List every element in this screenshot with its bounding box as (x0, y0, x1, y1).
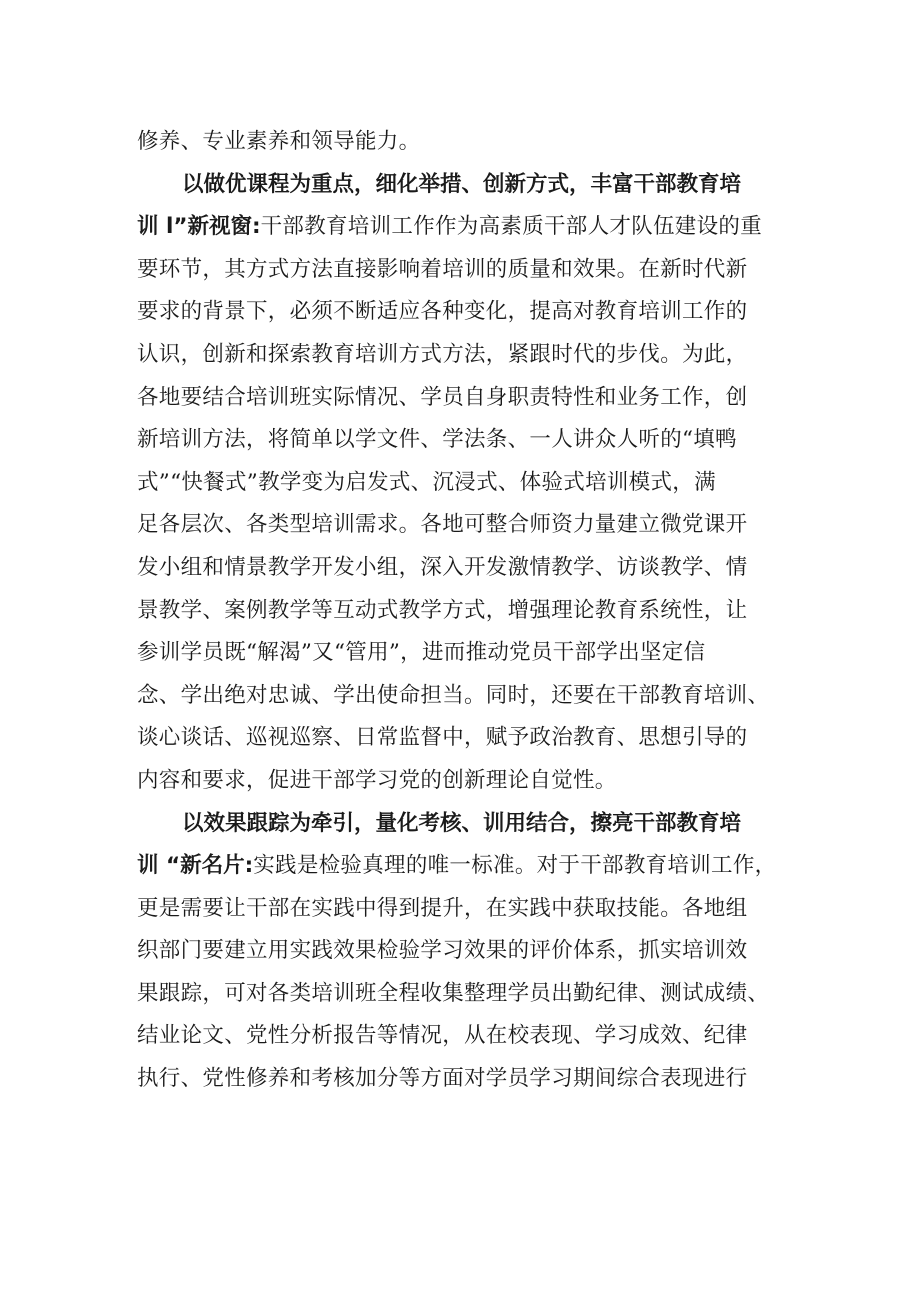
text-line: 修养、专业素养和领导能力。 (137, 129, 421, 154)
section-heading-end: 训 l”新视窗: (137, 214, 261, 240)
text-line: 发小组和情景教学开发小组，深入开发激情教学、访谈教学、情 (137, 554, 748, 580)
text-line (137, 845, 792, 888)
document-body (137, 121, 792, 1101)
text-line: 内容和要求，促进干部学习党的创新理论自觉性。 (137, 767, 617, 793)
text-line: 执行、党性修养和考核加分等方面对学员学习期间综合表现进行 (137, 1066, 748, 1092)
text-line: 结业论文、党性分析报告等情况，从在校表现、学习成效、纪律 (137, 1023, 748, 1049)
text-line: 谈心谈话、巡视巡察、日常监督中，赋予政治教育、思想引导的 (137, 725, 748, 751)
paragraph-3 (137, 803, 792, 1101)
section-heading-end: 训 “新名片: (137, 853, 254, 879)
text-line: 织部门要建立用实践效果检验学习效果的评价体系，抓实培训效 (137, 938, 748, 964)
text-line: 参训学员既“解渴”又“管用”，进而推动党员干部学出坚定信 (137, 640, 706, 666)
text-line: 果跟踪，可对各类培训班全程收集整理学员出勤纪律、测试成绩、 (137, 980, 770, 1006)
text-line (137, 206, 792, 249)
section-heading: 以效果跟踪为牵引，量化考核、训用结合，擦亮干部教育培 (182, 810, 742, 836)
text-line: 各地要结合培训班实际情况、学员自身职责特性和业务工作，创 (137, 384, 748, 410)
text-line: 念、学出绝对忠诚、学出使命担当。同时，还要在干部教育培训、 (137, 682, 770, 708)
paragraph-1 (137, 121, 792, 164)
text-segment: 干部教育培训工作作为高素质干部人才队伍建设的重 (260, 214, 762, 240)
text-line: 要环节，其方式方法直接影响着培训的质量和效果。在新时代新 (137, 256, 748, 282)
paragraph-2 (137, 164, 792, 803)
text-line: 足各层次、各类型培训需求。各地可整合师资力量建立微党课开 (137, 512, 748, 538)
text-line: 更是需要让干部在实践中得到提升，在实践中获取技能。各地组 (137, 895, 748, 921)
section-heading: 以做优课程为重点，细化举措、创新方式，丰富干部教育培 (182, 171, 742, 197)
text-line: 景教学、案例教学等互动式教学方式，增强理论教育系统性，让 (137, 597, 748, 623)
text-line: 新培训方法，将简单以学文件、学法条、一人讲众人听的“填鸭 (137, 427, 737, 453)
text-line: 式”“快餐式”教学变为启发式、沉浸式、体验式培训模式，满 (137, 469, 716, 495)
text-line: 认识，创新和探索教育培训方式方法，紧跟时代的步伐。为此， (137, 341, 748, 367)
text-line: 要求的背景下，必须不断适应各种变化，提高对教育培训工作的 (137, 299, 748, 325)
text-segment: 实践是检验真理的唯一标准。对于干部教育培训工作， (253, 853, 777, 879)
